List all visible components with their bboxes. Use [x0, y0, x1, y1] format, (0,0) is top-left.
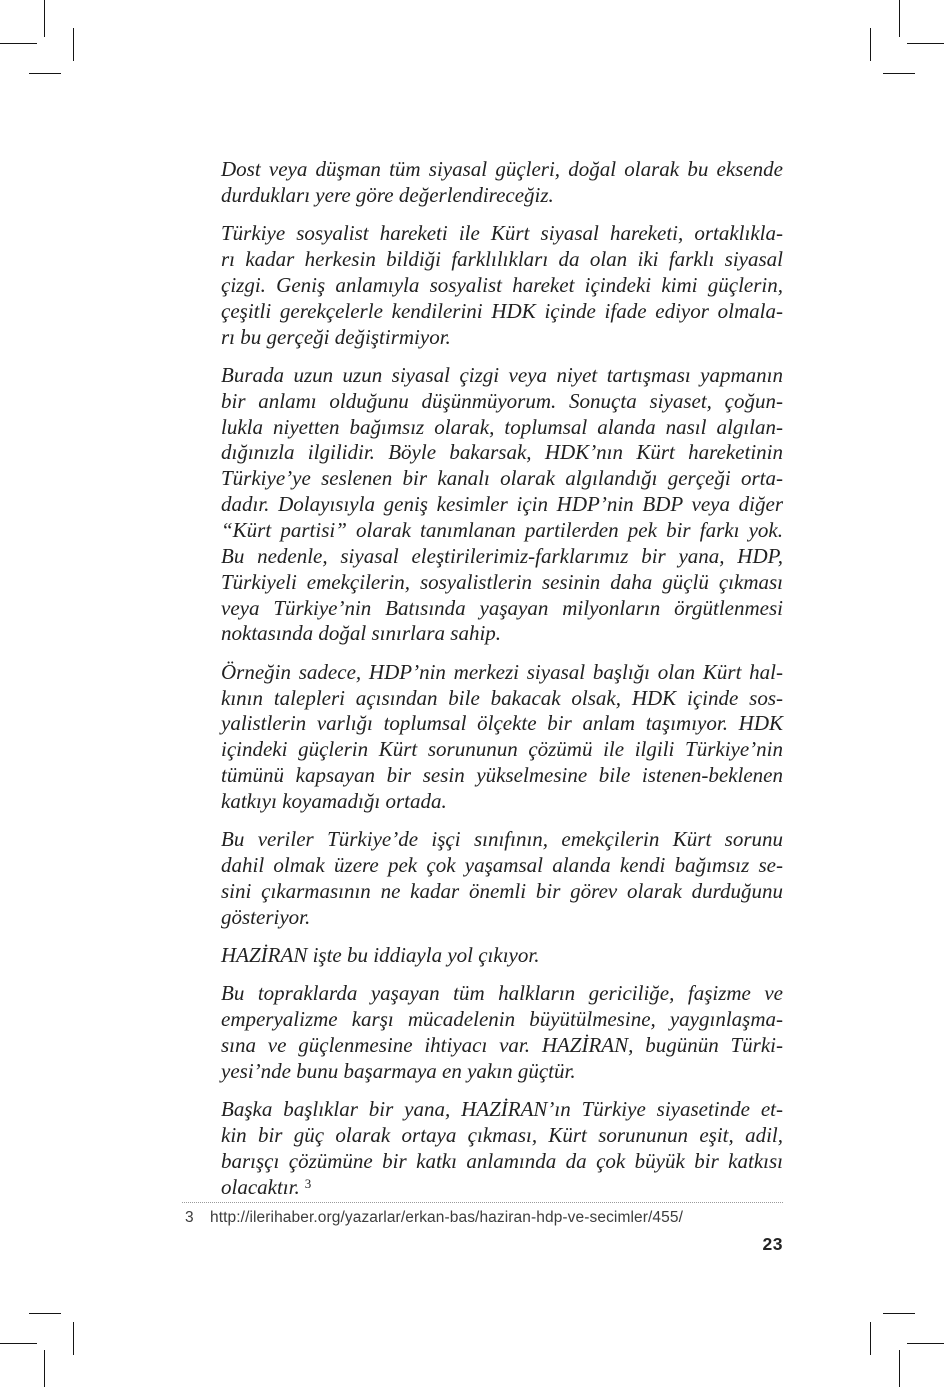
text-line: rı kadar herkesin bildiği farklılıkları da olan iki farklı siyasal	[221, 247, 783, 272]
paragraph	[221, 981, 783, 1084]
text-line: çeşitli gerekçelerle kendilerini HDK içinde ifade ediyor olmala-	[221, 298, 783, 323]
text-line: çizgi. Geniş anlamıyla sosyalist hareket içindeki kimi güçlerin,	[221, 272, 783, 297]
footnote-url: http://ilerihaber.org/yazarlar/erkan-bas/haziran-hdp-ve-secimler/455/	[210, 1209, 683, 1226]
paragraph	[221, 221, 783, 350]
text-line: sini çıkarmasının ne kadar önemli bir görev olarak durduğunu	[221, 878, 783, 903]
crop-mark-top-left-horizontal-outer	[0, 43, 37, 44]
text-line: “Kürt partisi” olarak tanımlanan partilerden pek bir farkı yok.	[221, 517, 783, 542]
text-line: olacaktır. $^3$	[221, 1174, 312, 1199]
text-line: veya Türkiye’nin Batısında yaşayan milyonların örgütlenmesi	[221, 595, 783, 620]
page-number: 23	[762, 1234, 783, 1254]
paragraph	[221, 660, 783, 815]
text-line: dahil olmak üzere pek çok yaşamsal alanda kendi bağımsız se-	[221, 853, 783, 878]
text-line: katkıyı koyamadığı ortada.	[221, 788, 447, 813]
text-line: Burada uzun uzun siyasal çizgi veya niyet tartışması yapmanın	[221, 362, 783, 387]
paragraph	[221, 1097, 783, 1200]
text-line: bir anlamı olduğunu düşünmüyorum. Sonuçta siyaset, çoğun-	[221, 388, 783, 413]
text-line: tümünü kapsayan bir sesin yükselmesine bile istenen-beklenen	[221, 763, 783, 788]
text-line: rı bu gerçeği değiştirmiyor.	[221, 324, 451, 349]
text-line: Türkiye sosyalist hareketi ile Kürt siyasal hareketi, ortaklıkla-	[221, 221, 783, 246]
text-line: emperyalizme karşı mücadelenin büyütülmesine, yaygınlaşma-	[221, 1007, 783, 1032]
text-line: yesi’nde bunu başarmaya en yakın güçtür.	[221, 1059, 576, 1083]
paragraph	[221, 827, 783, 930]
text-line: Başka başlıklar bir yana, HAZİRAN’ın Türkiye siyasetinde et-	[221, 1097, 783, 1122]
text-line: kının talepleri açısından bile bakacak olsak, HDK içinde sos-	[221, 685, 783, 710]
text-line: Bu nedenle, siyasal eleştirilerimiz-farklarımız bir yana, HDP,	[221, 543, 783, 568]
crop-mark-top-left-horizontal-inner	[29, 73, 61, 74]
text-line: Türkiyeli emekçilerin, sosyalistlerin sesinin daha güçlü çıkması	[221, 569, 783, 594]
paragraph	[221, 943, 783, 969]
text-line: Bu topraklarda yaşayan tüm halkların gericiliğe, faşizme ve	[221, 981, 783, 1006]
text-line: içindeki güçlerin Kürt sorununun çözümü ile ilgili Türkiye’nin	[221, 737, 783, 762]
crop-mark-top-right-horizontal-inner	[883, 73, 915, 74]
footnote	[182, 1202, 783, 1227]
crop-mark-bottom-right-horizontal-inner	[883, 1313, 915, 1314]
text-line: durdukları yere göre değerlendireceğiz.	[221, 182, 554, 207]
text-line: noktasında doğal sınırlara sahip.	[221, 621, 502, 646]
paragraph	[221, 157, 783, 209]
crop-mark-bottom-right-horizontal-outer	[907, 1343, 944, 1344]
crop-mark-bottom-right-vertical-inner	[870, 1322, 871, 1355]
text-line: gösteriyor.	[221, 904, 311, 929]
text-line: kin bir güç olarak ortaya çıkması, Kürt sorununun eşit, adil,	[221, 1123, 783, 1148]
text-line: Bu veriler Türkiye’de işçi sınıfının, emekçilerin Kürt sorunu	[221, 827, 783, 852]
footnote-marker: 3	[304, 1175, 312, 1191]
crop-mark-bottom-left-vertical-inner	[73, 1322, 74, 1355]
crop-mark-bottom-left-horizontal-outer	[0, 1343, 37, 1344]
text-line: lukla niyetten bağımsız olarak, toplumsal alanda nasıl algılan-	[221, 414, 783, 439]
crop-mark-top-right-vertical-outer	[899, 0, 900, 37]
text-line: yalistlerin varlığı toplumsal ölçekte bir anlam taşımıyor. HDK	[221, 711, 783, 736]
text-line: Örneğin sadece, HDP’nin merkezi siyasal başlığı olan Kürt hal-	[221, 659, 783, 684]
text-line: Türkiye’ye seslenen bir kanalı olarak algılandığı gerçeği orta-	[221, 466, 783, 491]
crop-mark-top-left-vertical-inner	[73, 28, 74, 61]
paragraph	[221, 363, 783, 647]
text-line: HAZİRAN işte bu iddiayla yol çıkıyor.	[221, 943, 540, 968]
crop-mark-top-left-vertical-outer	[44, 0, 45, 37]
footnote-number: 3	[185, 1209, 194, 1226]
text-line: barışçı çözümüne bir katkı anlamında da çok büyük bir katkısı	[221, 1149, 783, 1174]
crop-mark-top-right-vertical-inner	[870, 28, 871, 61]
text-line: dadır. Dolayısıyla geniş kesimler için HDP’nin BDP veya diğer	[221, 492, 783, 517]
text-line: dığınızla ilgilidir. Böyle bakarsak, HDK’nın Kürt hareketinin	[221, 440, 783, 465]
text-line: Dost veya düşman tüm siyasal güçleri, doğal olarak bu eksende	[221, 157, 783, 181]
text-line: sına ve güçlenmesine ihtiyacı var. HAZİRAN, bugünün Türki-	[221, 1033, 783, 1058]
crop-mark-bottom-left-vertical-outer	[44, 1350, 45, 1387]
crop-mark-top-right-horizontal-outer	[907, 43, 944, 44]
crop-mark-bottom-left-horizontal-inner	[29, 1313, 61, 1314]
body-text	[221, 157, 783, 1201]
crop-mark-bottom-right-vertical-outer	[899, 1350, 900, 1387]
